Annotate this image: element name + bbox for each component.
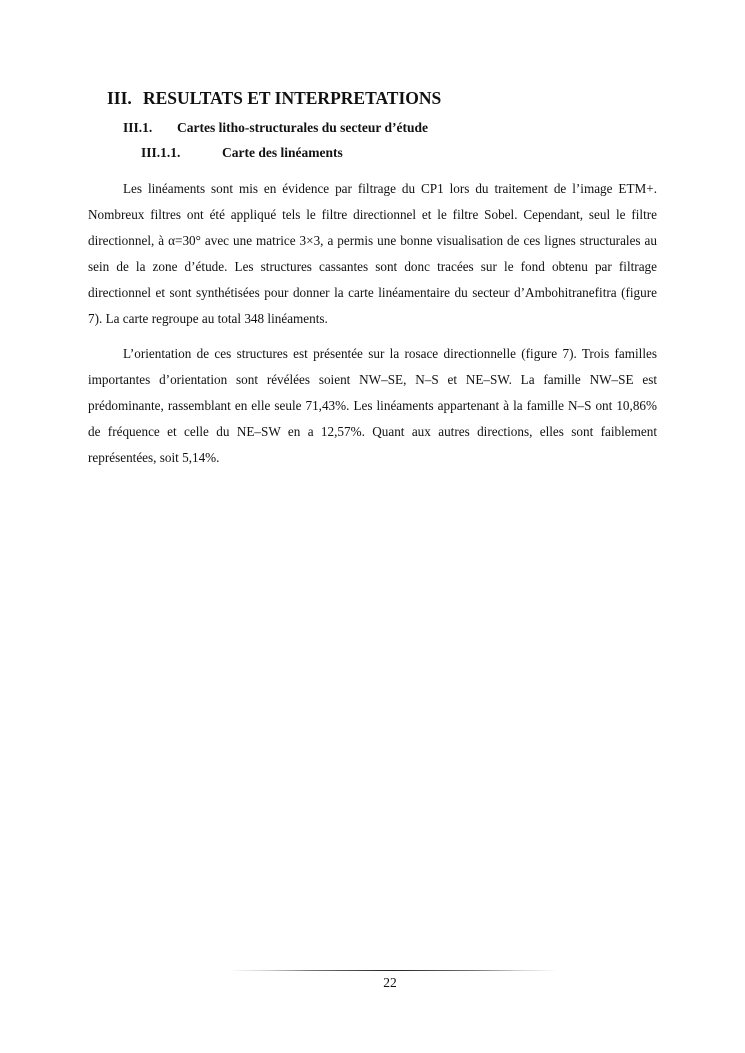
subsubsection-heading [141,145,343,161]
body-paragraph-orientation: L’orientation de ces structures est présentée sur la rosace directionnelle (figure 7). Trois familles importantes d’orientation sont révélées soient NW–SE, N–S et NE–SW. La famille NW–SE est prédominante, rassemblant en elle seule 71,43%. Les linéaments appartenant à la famille N–S ont 10,86% de fréquence et celle du NE–SW en a 12,57%. Quant aux autres directions, elles sont faiblement représentées, soit 5,14%. [88,346,657,465]
subsection-number: III.1. [123,120,153,135]
section-title: RESULTATS ET INTERPRETATIONS [143,88,442,108]
body-paragraph-lineaments: Les linéaments sont mis en évidence par filtrage du CP1 lors du traitement de l’image ETM+. Nombreux filtres ont été appliqué tels le filtre directionnel et le filtre Sobel. Cependant, seul le filtre directionnel, à α=30° avec une matrice 3×3, a permis une bonne visualisation de ces lignes structurales au sein de la zone d’étude. Les structures cassantes sont donc tracées sur le fond obtenu par filtrage directionnel et sont synthétisées pour donner la carte linéamentaire du secteur d’Ambohitranefitra (figure 7). La carte regroupe au total 348 linéaments. [88,181,657,326]
subsection-heading [123,120,428,136]
subsubsection-title: Carte des linéaments [222,145,343,160]
subsection-title: Cartes litho-structurales du secteur d’étude [177,120,428,135]
section-number: III. [107,88,132,108]
footer-divider [228,970,558,971]
section-heading [107,88,441,109]
subsubsection-number: III.1.1. [141,145,181,160]
page-number: 22 [383,975,397,990]
